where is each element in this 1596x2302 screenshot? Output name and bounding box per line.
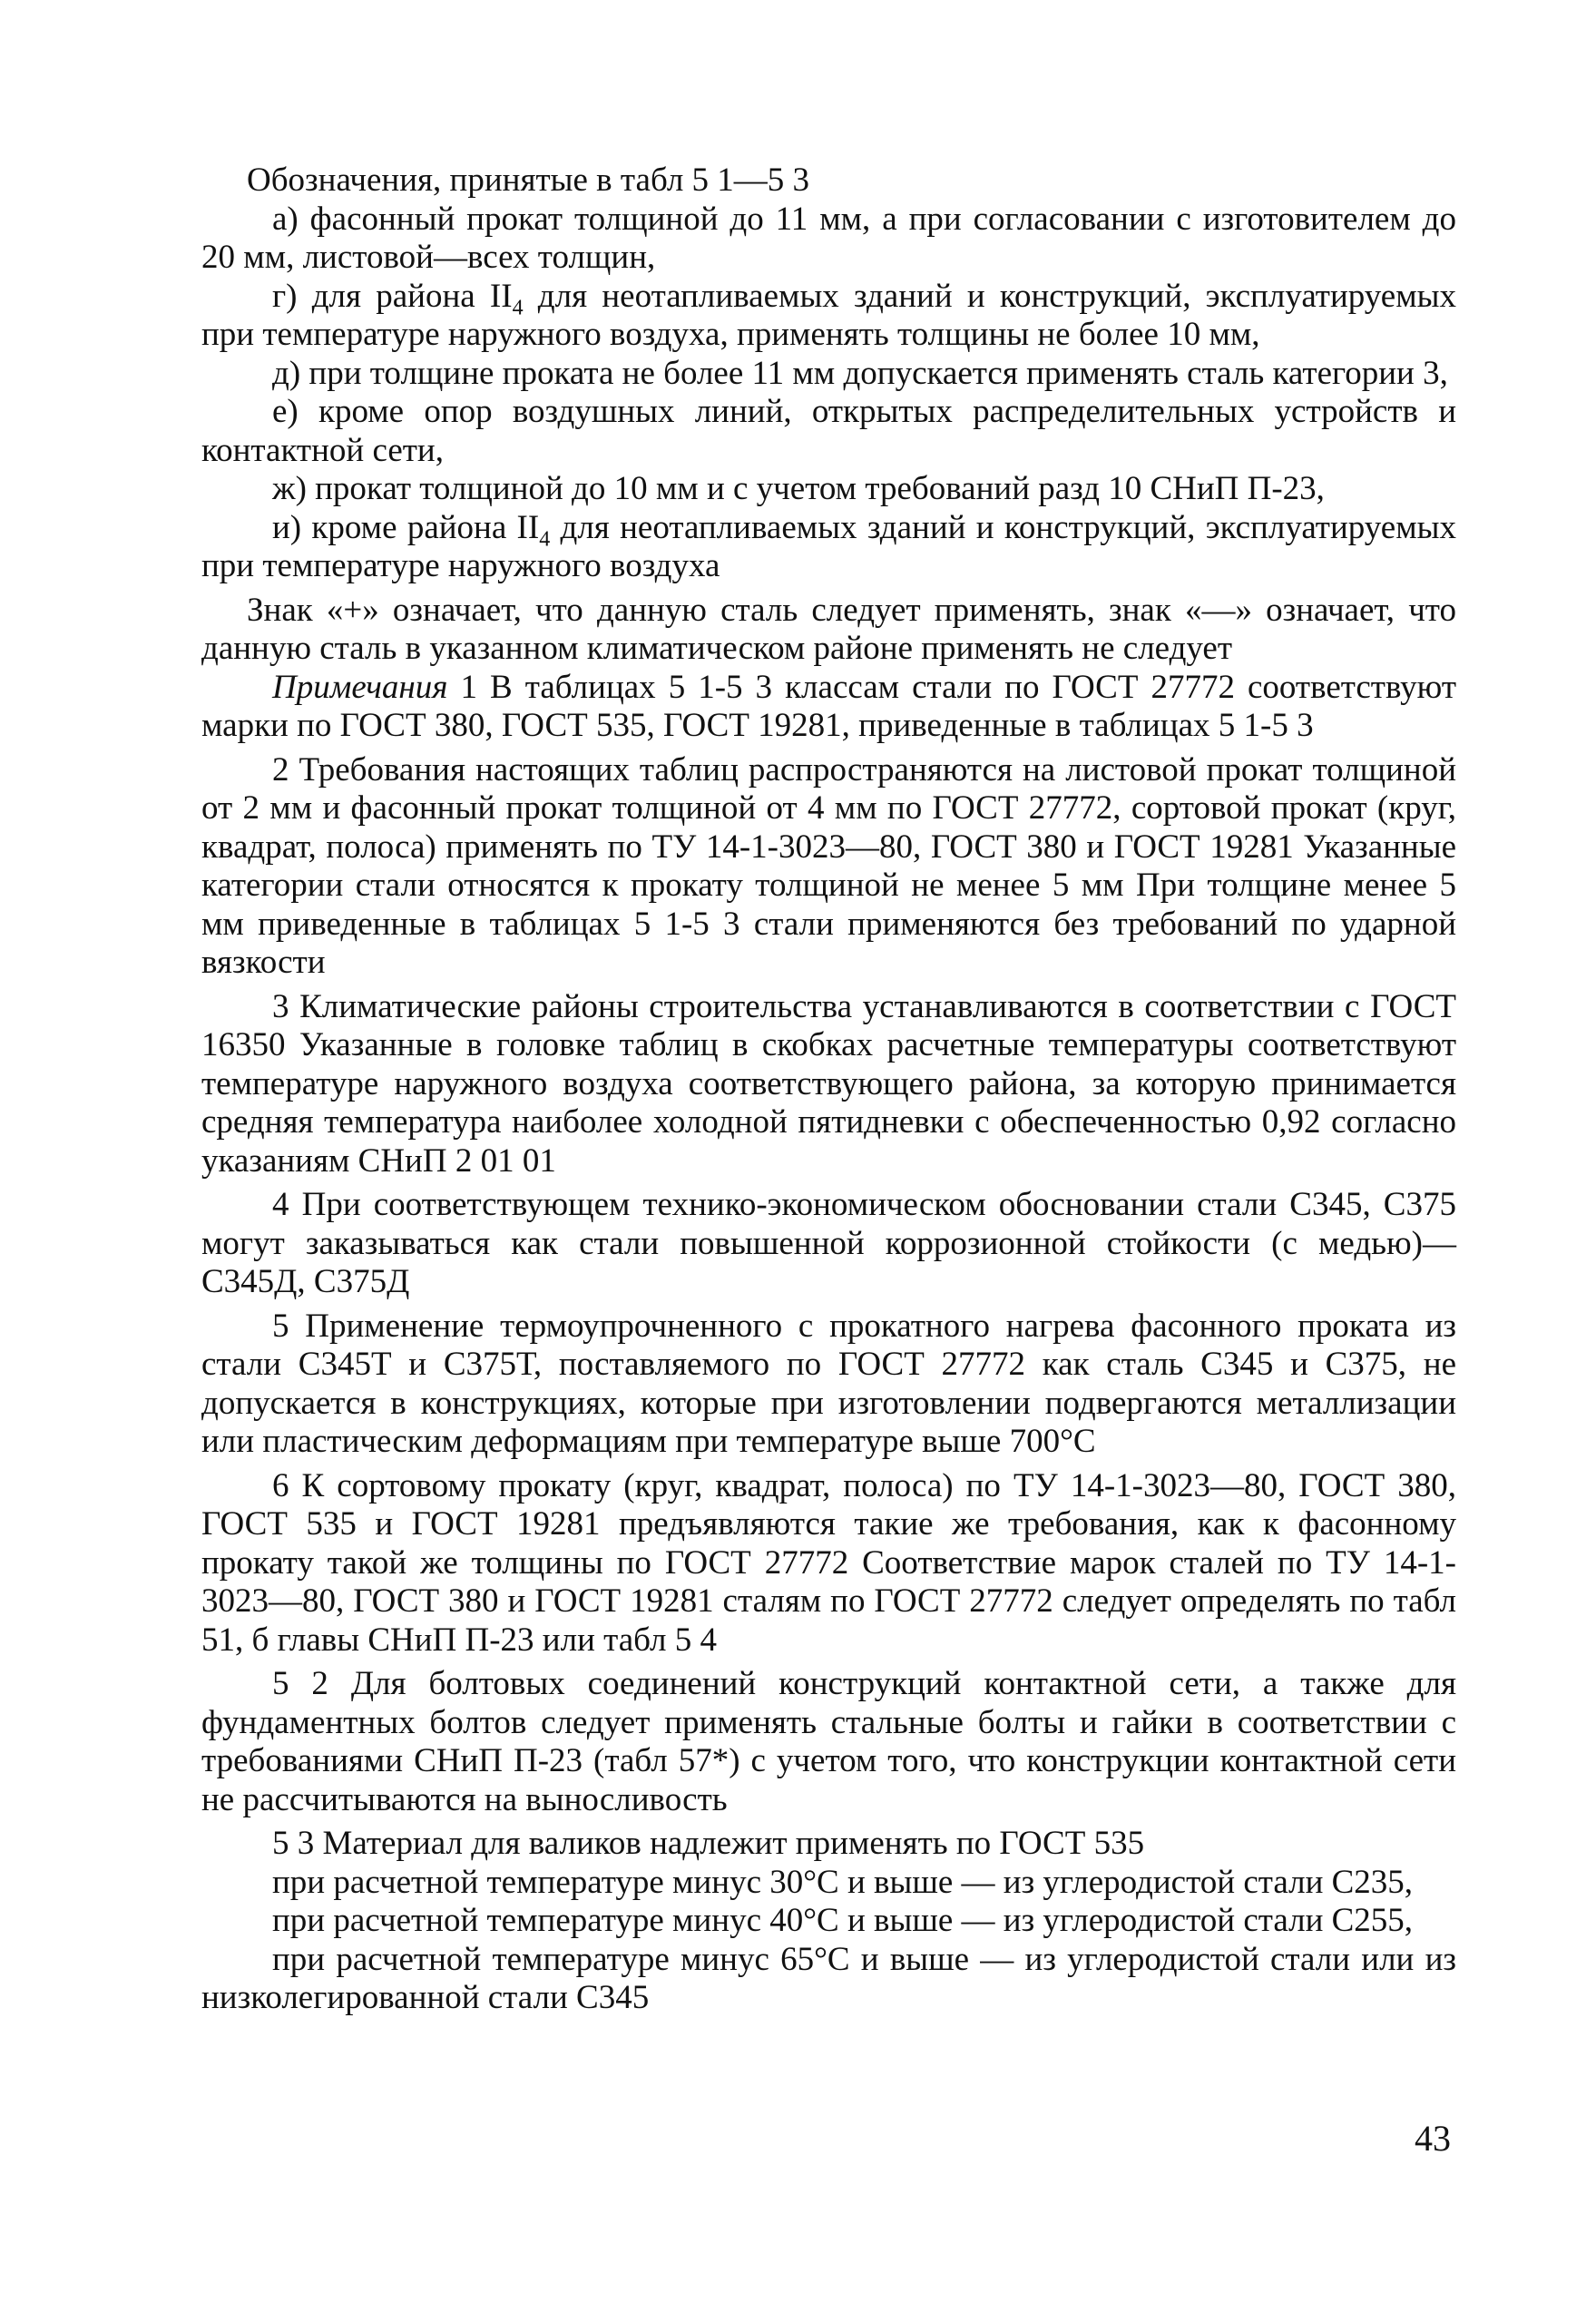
temperature-rule-65: при расчетной температуре минус 65°С и выше — из углеродистой стали или из низколегированной стали С345 bbox=[201, 1940, 1456, 2016]
legend-item-i bbox=[201, 509, 1456, 586]
legend-item-a: а) фасонный прокат толщиной до 11 мм, а при согласовании с изготовителем до 20 мм, листовой—всех толщин, bbox=[201, 200, 1456, 276]
legend-item-zh: ж) прокат толщиной до 10 мм и с учетом требований разд 10 СНиП П-23, bbox=[272, 470, 1325, 507]
sign-explanation: Знак «+» означает, что данную сталь следует применять, знак «—» означает, что данную сталь в указанном климатическом районе применять не следует bbox=[201, 591, 1456, 667]
page-body bbox=[201, 162, 1456, 2018]
temperature-rule-30: при расчетной температуре минус 30°С и выше — из углеродистой стали С235, bbox=[272, 1863, 1414, 1901]
legend-item-g-subscript: 4 bbox=[512, 295, 524, 319]
legend-item-g bbox=[201, 278, 1456, 355]
note-6: 6 К сортовому прокату (круг, квадрат, полоса) по ТУ 14-1-3023—80, ГОСТ 380, ГОСТ 535 и ГОСТ 19281 предъявляются такие же требования, как к фасонному прокату такой же толщины по ГОСТ 27772 Соответствие марок сталей по ТУ 14-1-3023—80, ГОСТ 380 и ГОСТ 19281 сталям по ГОСТ 27772 следует определять по табл 51, б главы СНиП П-23 или табл 5 4 bbox=[201, 1466, 1456, 1659]
section-5-2: 5 2 Для болтовых соединений конструкций контактной сети, а также для фундаментных болтов следует применять стальные болты и гайки в соответствии с требованиями СНиП П-23 (табл 57*) с учетом того, что конструкции контактной сети не рассчитываются на выносливость bbox=[201, 1665, 1456, 1818]
note-4: 4 При соответствующем технико-экономическом обосновании стали С345, С375 могут заказываться как стали повышенной коррозионной стойкости (с медью)—С345Д, С375Д bbox=[201, 1186, 1456, 1300]
temperature-rule-40: при расчетной температуре минус 40°С и выше — из углеродистой стали С255, bbox=[272, 1902, 1414, 1939]
legend-item-i-subscript: 4 bbox=[539, 526, 551, 551]
note-2: 2 Требования настоящих таблиц распространяются на листовой прокат толщиной от 2 мм и фасонный прокат толщиной от 4 мм по ГОСТ 27772, сортовой прокат (круг, квадрат, полоса) применять по ТУ 14-1-3023—80, ГОСТ 380 и ГОСТ 19281 Указанные категории стали относятся к прокату толщиной не менее 5 мм При толщине менее 5 мм приведенные в таблицах 5 1-5 3 стали применяются без требований по ударной вязкости bbox=[201, 750, 1456, 981]
legend-item-i-text-end: для неотапливаемых зданий и конструкций, эксплуатируемых при температуре наружного воздуха bbox=[201, 508, 1456, 584]
note-1 bbox=[201, 669, 1456, 746]
note-5: 5 Применение термоупрочненного с прокатного нагрева фасонного проката из стали С345Т и С375Т, поставляемого по ГОСТ 27772 как сталь С345 и С375, не допускается в конструкциях, которые при изготовлении подвергаются металлизации или пластическим деформациям при температуре выше 700°С bbox=[201, 1307, 1456, 1460]
page-number: 43 bbox=[1415, 2118, 1451, 2159]
note-1-text: 1 В таблицах 5 1-5 3 классам стали по ГОСТ 27772 соответствуют марки по ГОСТ 380, ГОСТ 535, ГОСТ 19281, приведенные в таблицах 5 1-5 3 bbox=[201, 668, 1456, 744]
notes-label: Примечания bbox=[272, 668, 448, 706]
section-5-3: 5 3 Материал для валиков надлежит применять по ГОСТ 535 bbox=[272, 1825, 1145, 1862]
note-3: 3 Климатические районы строительства устанавливаются в соответствии с ГОСТ 16350 Указанные в головке таблиц в скобках расчетные температуры соответствуют температуре наружного воздуха соответствующего района, за которую принимается средняя температура наиболее холодной пятидневки с обеспеченностью 0,92 согласно указаниям СНиП 2 01 01 bbox=[201, 987, 1456, 1180]
legend-item-i-text-start: и) кроме района II bbox=[272, 508, 540, 546]
legend-item-g-text-start: г) для района II bbox=[272, 277, 513, 315]
legend-item-e: е) кроме опор воздушных линий, открытых распределительных устройств и контактной сети, bbox=[201, 393, 1456, 469]
legend-item-g-text-end: для неотапливаемых зданий и конструкций, эксплуатируемых при температуре наружного воздуха, применять толщины не более 10 мм, bbox=[201, 277, 1456, 353]
legend-item-d: д) при толщине проката не более 11 мм допускается применять сталь категории 3, bbox=[272, 354, 1448, 392]
legend-intro: Обозначения, принятые в табл 5 1—5 3 bbox=[247, 162, 810, 199]
